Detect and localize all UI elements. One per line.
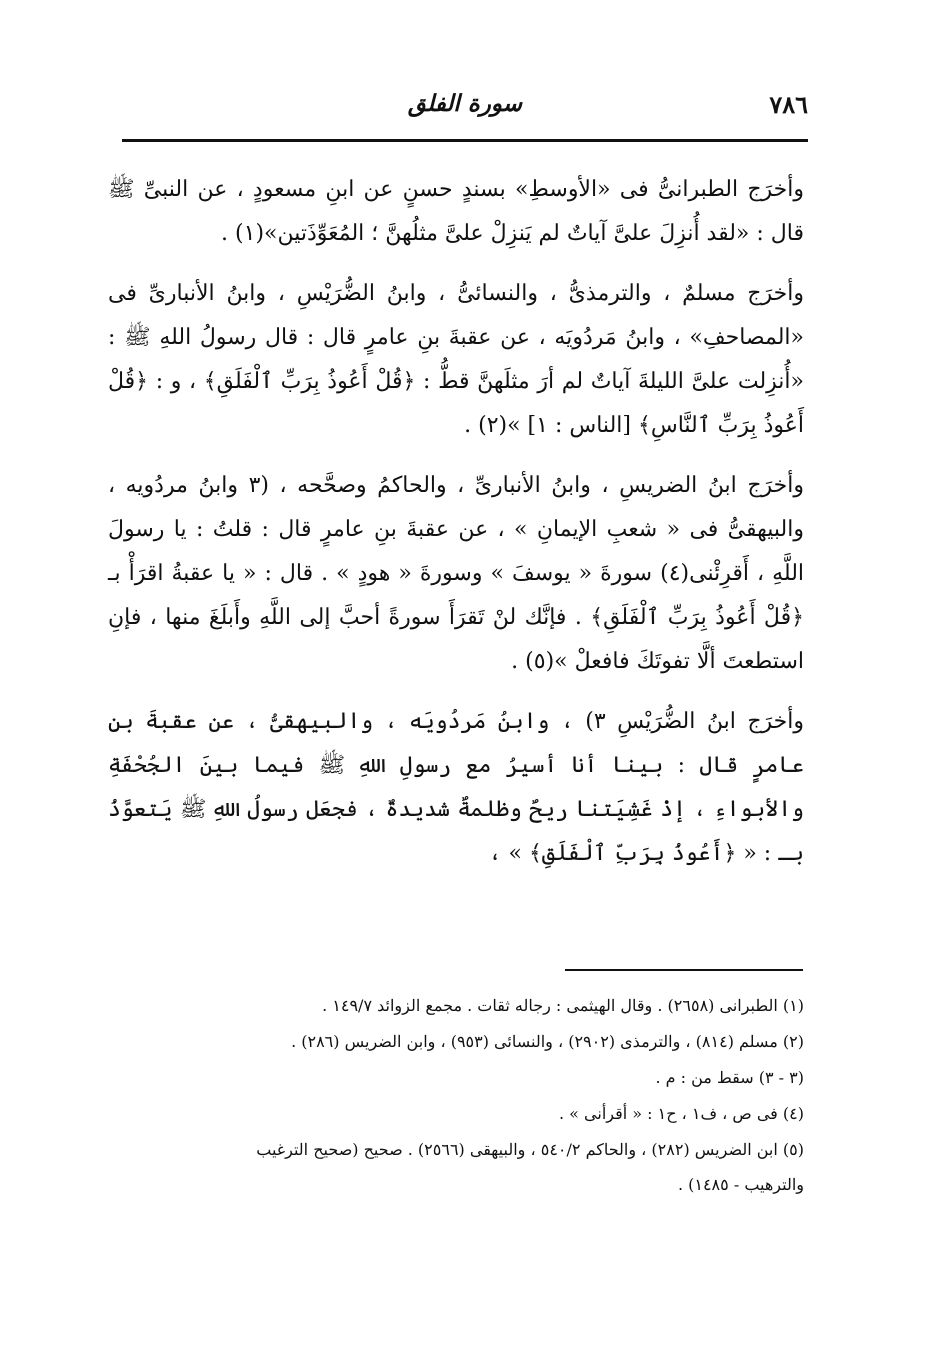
footnote-4: (٤) فى ص ، ف١ ، ح١ : « أقرأنى » . — [558, 1104, 804, 1123]
main-text — [108, 168, 804, 892]
header-divider — [122, 139, 808, 142]
footnote-5: (٥) ابن الضريس (٢٨٢) ، والحاكم ٥٤٠/٢ ، والبيهقى (٢٥٦٦) . صحيح (صحيح الترغيب — [256, 1140, 804, 1159]
footnote-2: (٢) مسلم (٨١٤) ، والترمذى (٢٩٠٢) ، والنسائى (٩٥٣) ، وابن الضريس (٢٨٦) . — [291, 1032, 804, 1051]
footnote-divider — [565, 969, 803, 971]
surah-title: سورة الفلق — [407, 90, 523, 117]
page-header — [122, 88, 808, 128]
paragraph-1: وأخرَج الطبرانىُّ فى «الأوسطِ» بسندٍ حسنٍ عن ابنِ مسعودٍ ، عن النبىِّ ﷺ قال : «لقد أُنزِلَ علىَّ آياتٌ لم يَنزِلْ علىَّ مثلُهنَّ ؛ المُعَوِّذَتين»(١) . — [108, 177, 804, 246]
paragraph-4: وأخرَج ابنُ الضُّرَيْسِ ٣) ، وابنُ مَردُويَه ، والبيهقىُّ ، عن عقبةَ بنِ عامرٍ قال : بينا أنا أسيرُ مع رسولِ اللهِ ﷺ فيما بينَ الجُحْفَةِ والأبواءِ ، إذْ غَشِيَتنا ريحٌ وظلمةٌ شديدةٌ ، فجعَل رسولُ اللهِ ﷺ يَتعوَّذُ بـ : « ﴿أَعُوذُ بِرَبِّ ٱلْفَلَقِ﴾ » ، — [108, 709, 804, 866]
paragraph-3: وأخرَج ابنُ الضريسِ ، وابنُ الأنبارىِّ ، والحاكمُ وصحَّحه ، (٣ وابنُ مردُويه ، والبيهقىُّ فى « شعبِ الإيمانِ » ، عن عقبةَ بنِ عامرٍ قال : قلتُ : يا رسولَ اللَّهِ ، أَقرِئْنى(٤) سورةَ « يوسفَ » وسورةَ « هودٍ » . قال : « يا عقبةُ اقرَأْ بـ ﴿قُلْ أَعُوذُ بِرَبِّ ٱلْفَلَقِ﴾ . فإنَّك لنْ تَقرَأَ سورةً أحبَّ إلى اللَّهِ وأَبلَغَ منها ، فإنِ استطعتَ ألَّا تفوتَكَ فافعلْ »(٥) . — [108, 473, 805, 674]
footnote-3: (٣ - ٣) سقط من : م . — [655, 1068, 804, 1087]
page-number: ٧٨٦ — [769, 90, 808, 119]
paragraph-2: وأخرَج مسلمٌ ، والترمذىُّ ، والنسائىُّ ، وابنُ الضُّرَيْسِ ، وابنُ الأنبارىِّ فى «المصاحفِ» ، وابنُ مَردُويَه ، عن عقبةَ بنِ عامرٍ قال : قال رسولُ اللهِ ﷺ : «أُنزِلت علىَّ الليلةَ آياتٌ لم أرَ مثلَهنَّ قطُّ : ﴿قُلْ أَعُوذُ بِرَبِّ ٱلْفَلَقِ﴾ ، و : ﴿قُلْ أَعُوذُ بِرَبِّ ٱلنَّاسِ﴾ [الناس : ١] »(٢) . — [108, 281, 804, 438]
footnote-1: (١) الطبرانى (٢٦٥٨) . وقال الهيثمى : رجاله ثقات . مجمع الزوائد ١٤٩/٧ . — [322, 996, 804, 1015]
footnotes — [110, 988, 804, 1202]
footnote-5-continuation: والترهيب - ١٤٨٥) . — [677, 1175, 804, 1194]
